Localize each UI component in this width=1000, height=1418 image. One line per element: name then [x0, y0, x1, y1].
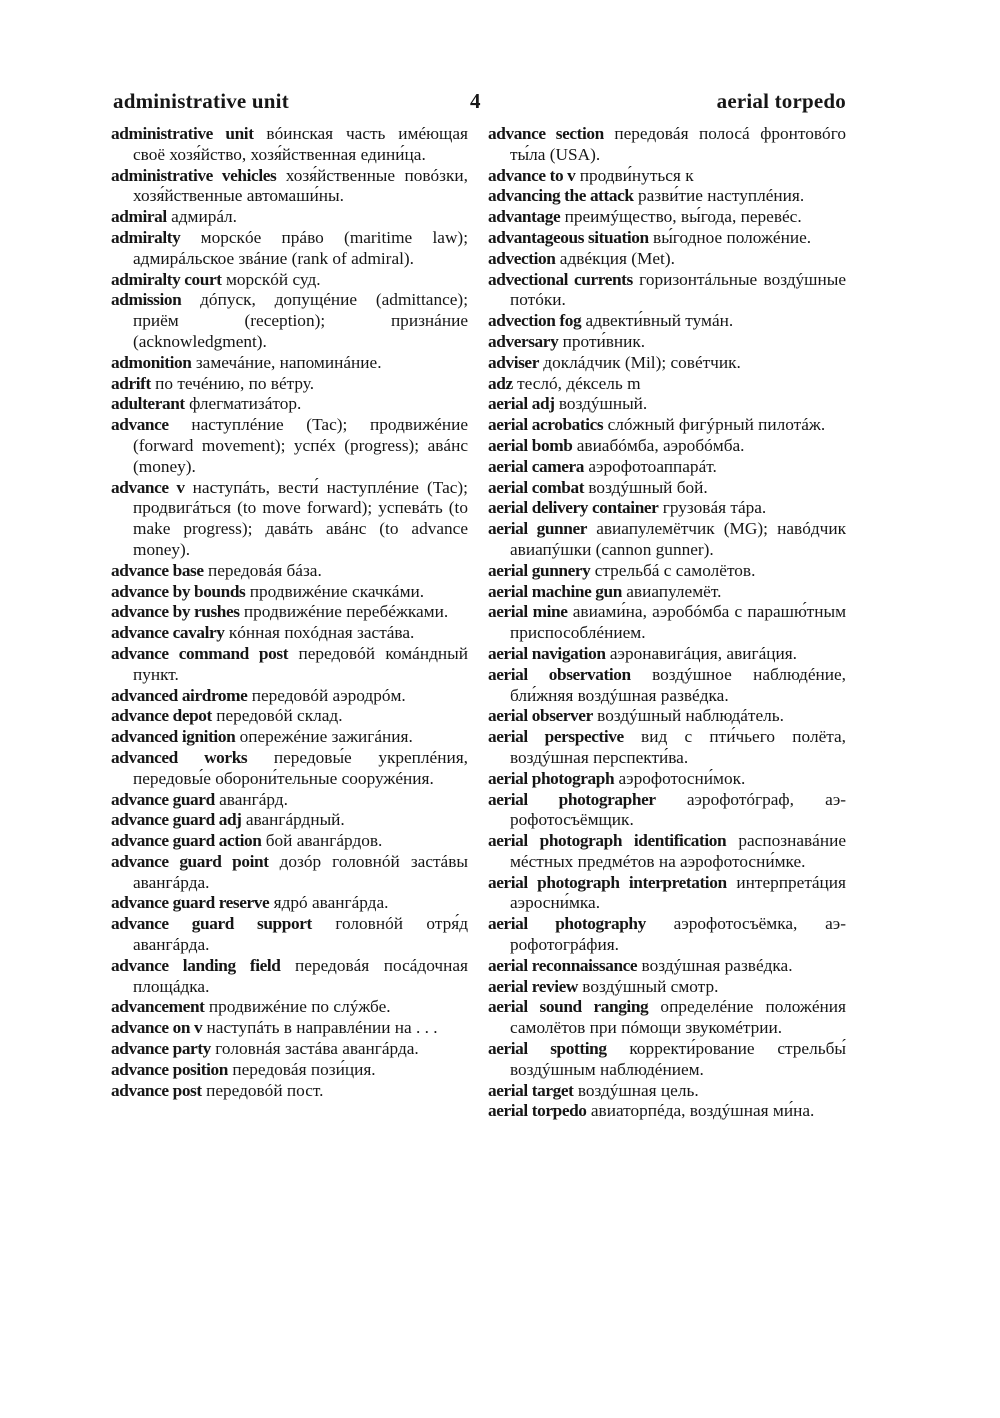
dictionary-entry: [488, 353, 846, 374]
entry-definition: разви́тие наступлéния.: [637, 186, 805, 206]
dictionary-entry: [488, 394, 846, 415]
dictionary-entry: [111, 394, 468, 415]
entry-headword: aerial camera: [488, 456, 585, 476]
entry-headword: aerial gunner: [488, 519, 588, 539]
entry-definition: аэрофотосни́мок.: [618, 768, 746, 788]
entry-headword: advanced ignition: [111, 727, 236, 747]
dictionary-entry: [111, 1081, 468, 1102]
dictionary-entry: [111, 623, 468, 644]
entry-definition: аэрофотоаппарáт.: [588, 456, 717, 476]
entry-definition: вид с пти́чьего полёта, воздýшная перспекти́ва.: [510, 727, 846, 767]
entry-definition: флегматизáтор.: [189, 394, 302, 414]
dictionary-entry: [111, 602, 468, 623]
left-column: [111, 124, 468, 1101]
dictionary-entry: [111, 353, 468, 374]
entry-definition: определéние положéния самолётов при пóмощи звукомéтрии.: [510, 997, 846, 1038]
entry-headword: aerial observer: [488, 706, 593, 726]
dictionary-entry: [111, 374, 468, 395]
entry-definition: грузовáя тáра.: [662, 498, 767, 518]
dictionary-entry: [488, 997, 846, 1039]
entry-headword: advancement: [111, 997, 205, 1017]
entry-definition: распознавáние мéстных предмéтов на аэрофотосни́мке.: [510, 831, 846, 871]
entry-headword: adz: [488, 373, 513, 393]
dictionary-entry: [488, 124, 846, 166]
entry-definition: головнáя застáва авангáрда.: [215, 1039, 419, 1059]
entry-definition: передовáя полосá фронтовóго ты́ла (USA).: [510, 124, 846, 164]
dictionary-entry: [488, 166, 846, 187]
entry-headword: advanced works: [111, 747, 248, 767]
entry-definition: наступáть, вести́ наступлéние (Tac); продвигáться (to move forward); успевáть (to make progress); давáть авáнс (to advance money).: [133, 477, 468, 559]
entry-headword: administrative unit: [111, 124, 254, 143]
dictionary-entry: [111, 893, 468, 914]
entry-definition: корректи́рование стрельбы́ воздýшным наблюдéнием.: [510, 1039, 846, 1079]
dictionary-entry: [111, 748, 468, 790]
entry-definition: аэрофотосъёмка, аэрофотогрáфия.: [510, 914, 846, 955]
entry-headword: advance cavalry: [111, 623, 225, 643]
entry-definition: хозя́йственные повóзки, хозя́йственные автомаши́ны.: [133, 165, 468, 206]
dictionary-entry: [111, 166, 468, 208]
dictionary-entry: [111, 956, 468, 998]
dictionary-entry: [488, 873, 846, 915]
entry-definition: воздýшный наблюдáтель.: [597, 706, 784, 726]
dictionary-entry: [111, 727, 468, 748]
entry-definition: бой авангáрдов.: [265, 831, 383, 851]
entry-definition: авиапулемётчик (MG); навóдчик авиапýшки (cannon gunner).: [510, 519, 846, 559]
entry-definition: наступлéние (Tac); продвижéние (forward movement); успéх (progress); авáнс (money).: [133, 415, 468, 476]
entry-headword: adversary: [488, 331, 559, 351]
dictionary-entry: [111, 290, 468, 352]
entry-headword: administrative vehicles: [111, 165, 277, 185]
dictionary-entry: [488, 665, 846, 707]
entry-definition: замечáние, напоминáние.: [195, 352, 382, 372]
entry-headword: advance position: [111, 1059, 228, 1079]
dictionary-entry: [488, 478, 846, 499]
dictionary-entry: [488, 914, 846, 956]
entry-headword: advantageous situation: [488, 227, 649, 247]
entry-headword: aerial delivery container: [488, 498, 659, 518]
dictionary-entry: [488, 1101, 846, 1122]
dictionary-entry: [488, 270, 846, 312]
dictionary-entry: [488, 498, 846, 519]
entry-definition: вóинская часть имéющая своё хозя́йство, хозя́йственная едини́ца.: [133, 124, 468, 164]
page-number: 4: [470, 89, 481, 113]
entry-headword: aerial adj: [488, 394, 555, 414]
entry-definition: дозóр головнóй застáвы авангáрда.: [133, 851, 468, 892]
entry-definition: теслó, дéксель m: [517, 373, 641, 393]
entry-definition: передовáя посáдочная площáдка.: [133, 955, 468, 996]
entry-headword: advance guard adj: [111, 810, 242, 830]
dictionary-entry: [488, 415, 846, 436]
dictionary-entry: [111, 686, 468, 707]
entry-definition: ядрó авангáрда.: [273, 893, 389, 913]
entry-headword: advantage: [488, 207, 561, 227]
entry-definition: адмирáл.: [171, 207, 237, 227]
dictionary-entry: [488, 790, 846, 832]
entry-headword: aerial mine: [488, 602, 568, 622]
dictionary-entry: [111, 415, 468, 477]
entry-definition: авиапулемёт.: [626, 581, 722, 601]
entry-definition: передовóй комáндный пункт.: [133, 643, 468, 684]
entry-definition: воздýшный.: [558, 394, 648, 414]
dictionary-entry: [111, 124, 468, 166]
dictionary-entry: [488, 207, 846, 228]
entry-definition: передовóй пост.: [206, 1080, 324, 1100]
dictionary-entry: [488, 249, 846, 270]
dictionary-entry: [111, 914, 468, 956]
entry-definition: аэронавигáция, авигáция.: [609, 643, 797, 663]
dictionary-entry: [111, 478, 468, 561]
entry-headword: aerial reconnaissance: [488, 955, 638, 975]
entry-definition: передовáя бáза.: [207, 560, 322, 580]
entry-headword: aerial spotting: [488, 1039, 607, 1059]
entry-headword: admiralty: [111, 227, 181, 247]
dictionary-entry: [111, 790, 468, 811]
entry-headword: advectional currents: [488, 269, 633, 289]
entry-headword: advance command post: [111, 643, 289, 663]
dictionary-entry: [488, 311, 846, 332]
entry-definition: кóнная похóдная застáва.: [228, 623, 415, 643]
entry-definition: авиаторпéда, воздýшная ми́на.: [590, 1101, 815, 1121]
dictionary-entry: [488, 977, 846, 998]
entry-definition: аэрофотóграф, аэрофотосъёмщик.: [510, 789, 847, 830]
dictionary-entry: [111, 207, 468, 228]
entry-definition: наступáть в направлéнии на . . .: [206, 1018, 438, 1038]
entry-definition: стрельбá с самолётов.: [594, 560, 756, 580]
entry-definition: воздýшное наблюдéние, бли́жняя воздýшная развéдка.: [510, 664, 846, 705]
entry-definition: головнóй отря́д авангáрда.: [133, 914, 468, 955]
dictionary-entry: [488, 602, 846, 644]
dictionary-entry: [111, 810, 468, 831]
entry-headword: aerial machine gun: [488, 581, 622, 601]
entry-headword: advance guard support: [111, 914, 312, 934]
entry-headword: aerial photograph identification: [488, 831, 727, 851]
entry-headword: advection: [488, 248, 556, 268]
running-header: [113, 86, 846, 116]
header-last-entry: aerial torpedo: [716, 89, 846, 113]
dictionary-entry: [488, 706, 846, 727]
entry-definition: воздýшная развéдка.: [641, 955, 793, 975]
entry-definition: интерпретáция аэросни́мка.: [510, 872, 846, 913]
entry-definition: доклáдчик (Mil); совéтчик.: [543, 352, 741, 372]
entry-definition: продвижéние перебéжками.: [243, 602, 449, 622]
entry-definition: морскóй суд.: [225, 269, 321, 289]
dictionary-entry: [488, 727, 846, 769]
entry-headword: advance base: [111, 560, 204, 580]
entry-headword: admiralty court: [111, 269, 222, 289]
entry-headword: advancing the attack: [488, 186, 634, 206]
dictionary-entry: [111, 1018, 468, 1039]
entry-definition: слóжный фигýрный пилотáж.: [607, 415, 826, 435]
dictionary-entry: [488, 436, 846, 457]
entry-definition: проти́вник.: [562, 331, 646, 351]
entry-headword: aerial photographer: [488, 789, 656, 809]
dictionary-entry: [111, 270, 468, 291]
entry-definition: воздýшный бой.: [588, 477, 708, 497]
dictionary-entry: [488, 644, 846, 665]
entry-definition: дóпуск, допущéние (admittance); приём (reception); признáние (acknowledgment).: [133, 290, 468, 351]
entry-headword: aerial gunnery: [488, 560, 591, 580]
entry-definition: преимýщество, вы́года, перевéс.: [564, 207, 802, 227]
dictionary-entry: [488, 332, 846, 353]
header-first-entry: administrative unit: [113, 89, 289, 113]
entry-headword: advance landing field: [111, 955, 281, 975]
entry-headword: adrift: [111, 373, 151, 393]
entry-definition: авангáрд.: [219, 789, 288, 809]
entry-headword: aerial combat: [488, 477, 585, 497]
entry-headword: advanced airdrome: [111, 685, 248, 705]
dictionary-entry: [111, 997, 468, 1018]
dictionary-entry: [111, 852, 468, 894]
entry-headword: advance by rushes: [111, 602, 240, 622]
dictionary-entry: [488, 374, 846, 395]
dictionary-entry: [488, 831, 846, 873]
entry-headword: aerial photography: [488, 914, 646, 934]
dictionary-entry: [488, 561, 846, 582]
entry-headword: advection fog: [488, 311, 582, 331]
entry-headword: advance guard point: [111, 851, 269, 871]
entry-headword: admission: [111, 290, 182, 310]
entry-definition: передовóй склад.: [216, 706, 343, 726]
dictionary-entry: [111, 582, 468, 603]
entry-headword: aerial photograph interpretation: [488, 872, 727, 892]
dictionary-entry: [111, 228, 468, 270]
entry-headword: advance v: [111, 477, 185, 497]
entry-headword: aerial target: [488, 1080, 574, 1100]
entry-definition: морскóе прáво (maritime law); адмирáльское звáние (rank of admiral).: [133, 227, 468, 268]
entry-headword: advance post: [111, 1080, 202, 1100]
dictionary-entry: [111, 831, 468, 852]
entry-headword: aerial bomb: [488, 435, 573, 455]
entry-headword: aerial photograph: [488, 768, 615, 788]
entry-headword: advance guard action: [111, 831, 262, 851]
entry-headword: aerial sound ranging: [488, 997, 649, 1017]
entry-headword: aerial observation: [488, 664, 631, 684]
entry-headword: adulterant: [111, 394, 185, 414]
entry-definition: адвекти́вный тумáн.: [585, 311, 734, 331]
dictionary-entry: [488, 956, 846, 977]
entry-headword: advance: [111, 415, 169, 435]
right-column: [488, 124, 846, 1122]
entry-headword: advance section: [488, 124, 604, 143]
entry-headword: aerial torpedo: [488, 1101, 587, 1121]
entry-headword: advance guard: [111, 789, 215, 809]
entry-definition: передовáя пози́ция.: [232, 1059, 376, 1079]
dictionary-entry: [488, 228, 846, 249]
entry-headword: advance party: [111, 1039, 211, 1059]
entry-headword: aerial acrobatics: [488, 415, 604, 435]
entry-definition: продвижéние по слýжбе.: [208, 997, 391, 1017]
dictionary-entry: [488, 457, 846, 478]
dictionary-entry: [111, 561, 468, 582]
entry-headword: admonition: [111, 352, 192, 372]
entry-definition: передовóй аэродрóм.: [251, 685, 406, 705]
entry-definition: адвéкция (Met).: [559, 248, 675, 268]
entry-headword: aerial navigation: [488, 643, 606, 663]
dictionary-entry: [488, 582, 846, 603]
entry-definition: передовы́е укреплéния, передовы́е оборони́тельные сооружéния.: [133, 747, 468, 788]
dictionary-entry: [488, 769, 846, 790]
dictionary-entry: [111, 706, 468, 727]
dictionary-entry: [111, 1039, 468, 1060]
entry-headword: adviser: [488, 352, 539, 372]
entry-definition: вы́годное положéние.: [653, 227, 812, 247]
entry-headword: aerial review: [488, 976, 578, 996]
entry-definition: продви́нуться к: [579, 165, 694, 185]
dictionary-entry: [111, 644, 468, 686]
dictionary-entry: [488, 186, 846, 207]
entry-definition: воздýшный смотр.: [582, 976, 719, 996]
entry-definition: воздýшная цель.: [577, 1080, 699, 1100]
entry-headword: advance by bounds: [111, 581, 246, 601]
entry-definition: горизонтáльные воздýшные потóки.: [510, 269, 846, 310]
dictionary-entry: [488, 519, 846, 561]
entry-headword: advance guard reserve: [111, 893, 270, 913]
entry-definition: по течéнию, по вéтру.: [155, 373, 315, 393]
entry-definition: авангáрдный.: [245, 810, 345, 830]
entry-headword: advance to v: [488, 165, 576, 185]
dictionary-entry: [111, 1060, 468, 1081]
entry-definition: авиами́на, аэробóмба с парашю́тным приспособлéнием.: [510, 602, 846, 643]
entry-definition: продвижéние скачкáми.: [249, 581, 425, 601]
entry-headword: aerial perspective: [488, 727, 624, 747]
entry-definition: авиабóмба, аэробóмба.: [576, 435, 745, 455]
entry-headword: advance depot: [111, 706, 212, 726]
entry-definition: опережéние зажигáния.: [239, 727, 413, 747]
dictionary-entry: [488, 1039, 846, 1081]
dictionary-entry: [488, 1081, 846, 1102]
entry-headword: admiral: [111, 207, 167, 227]
entry-headword: advance on v: [111, 1018, 203, 1038]
